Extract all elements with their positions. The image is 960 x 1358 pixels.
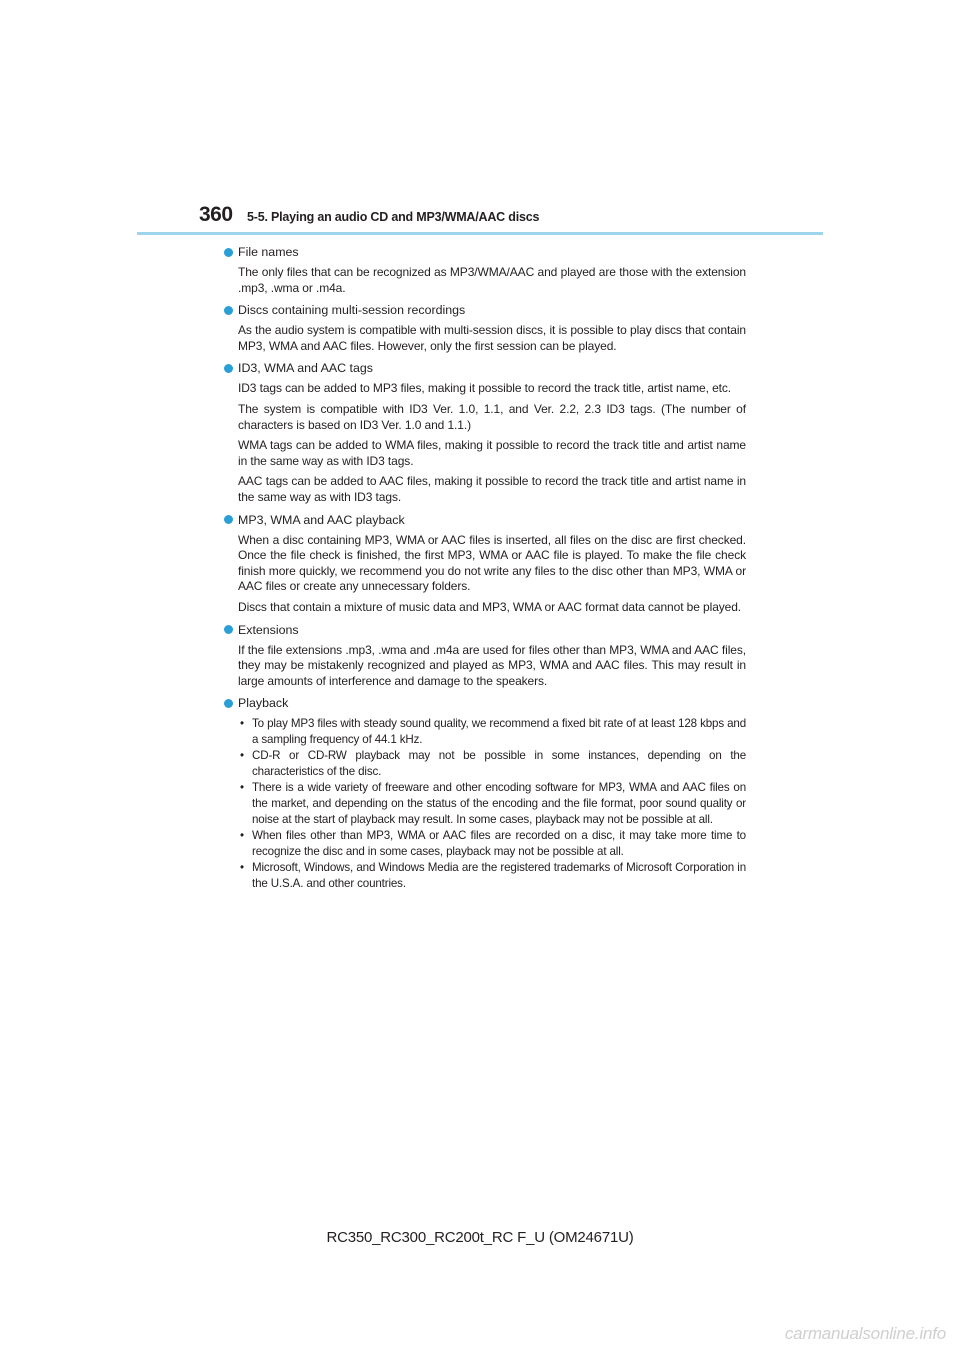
item-heading: File names [238, 245, 299, 259]
bullet-icon [224, 515, 233, 524]
list-item-text: There is a wide variety of freeware and other encoding software for MP3, WMA and AAC files on the market, and depending on the status of the encoding and the file format, poor sound quality or noise at the start of playback may result. In some cases, playback may not be possible at all. [252, 781, 746, 827]
dot-icon: • [240, 749, 244, 763]
list-item [238, 828, 746, 860]
footer-model-code: RC350_RC300_RC200t_RC F_U (OM24671U) [326, 1229, 634, 1246]
item-paragraph: WMA tags can be added to WMA files, making it possible to record the track title and artist name in the same way as with ID3 tags. [238, 438, 746, 468]
bullet-icon [224, 306, 233, 315]
list-item [238, 780, 746, 828]
dot-icon: • [240, 829, 244, 843]
item-heading: Extensions [238, 622, 299, 637]
item-paragraph: ID3 tags can be added to MP3 files, making it possible to record the track title, artist name, etc. [238, 381, 732, 396]
item-multi-session [222, 302, 746, 354]
watermark: carmanualsonline.info [784, 1324, 946, 1343]
item-extensions [222, 622, 746, 690]
list-item [238, 716, 746, 748]
list-item-text: When files other than MP3, WMA or AAC files are recorded on a disc, it may take more time to recognize the disc and in some cases, playback may not be possible at all. [252, 829, 746, 859]
item-paragraph: The system is compatible with ID3 Ver. 1.0, 1.1, and Ver. 2.2, 2.3 ID3 tags. (The number of characters is based on ID3 Ver. 1.0 and 1.1.) [238, 401, 746, 432]
dot-icon: • [240, 717, 244, 731]
item-paragraph: Discs that contain a mixture of music data and MP3, WMA or AAC format data cannot be played. [238, 599, 742, 614]
page-number: 360 [199, 203, 233, 226]
bullet-icon [224, 699, 233, 708]
item-paragraph: The only files that can be recognized as MP3/WMA/AAC and played are those with the extension .mp3, .wma or .m4a. [238, 265, 746, 295]
bullet-icon [224, 625, 233, 634]
item-heading: Playback [238, 696, 289, 711]
playback-list [238, 716, 746, 892]
item-file-names [222, 244, 746, 296]
item-paragraph: If the file extensions .mp3, .wma and .m4a are used for files other than MP3, WMA and AAC files, they may be mistakenly recognized and played as MP3, WMA and AAC files. This may result in large amounts of interference and damage to the speakers. [238, 642, 746, 688]
header-rule [137, 232, 823, 235]
item-tags [222, 360, 746, 505]
list-item [238, 860, 746, 892]
item-heading: MP3, WMA and AAC playback [238, 512, 405, 527]
item-playback [222, 695, 746, 892]
list-item-text: CD-R or CD-RW playback may not be possible in some instances, depending on the characteristics of the disc. [252, 749, 746, 779]
bullet-icon [224, 248, 233, 257]
item-paragraph: AAC tags can be added to AAC files, making it possible to record the track title and artist name in the same way as with ID3 tags. [238, 474, 746, 504]
list-item-text: To play MP3 files with steady sound quality, we recommend a fixed bit rate of at least 128 kbps and a sampling frequency of 44.1 kHz. [252, 717, 746, 747]
item-heading: Discs containing multi-session recordings [238, 303, 466, 318]
content-body [222, 244, 746, 892]
item-paragraph: As the audio system is compatible with multi-session discs, it is possible to play discs that contain MP3, WMA and AAC files. However, only the first session can be played. [238, 323, 746, 353]
section-title: 5-5. Playing an audio CD and MP3/WMA/AAC discs [247, 210, 540, 224]
list-item-text: Microsoft, Windows, and Windows Media are the registered trademarks of Microsoft Corporation in the U.S.A. and other countries. [252, 861, 746, 891]
list-item [238, 748, 746, 780]
dot-icon: • [240, 861, 244, 875]
item-paragraph: When a disc containing MP3, WMA or AAC files is inserted, all files on the disc are first checked. Once the file check is finished, the first MP3, WMA or AAC file is played. To make the file check finish more quickly, we recommend you do not write any files to the disc other than MP3, WMA or AAC files or create any unnecessary folders. [238, 532, 746, 594]
bullet-icon [224, 364, 233, 373]
item-playback-formats [222, 512, 746, 616]
dot-icon: • [240, 781, 244, 795]
item-heading: ID3, WMA and AAC tags [238, 361, 373, 376]
